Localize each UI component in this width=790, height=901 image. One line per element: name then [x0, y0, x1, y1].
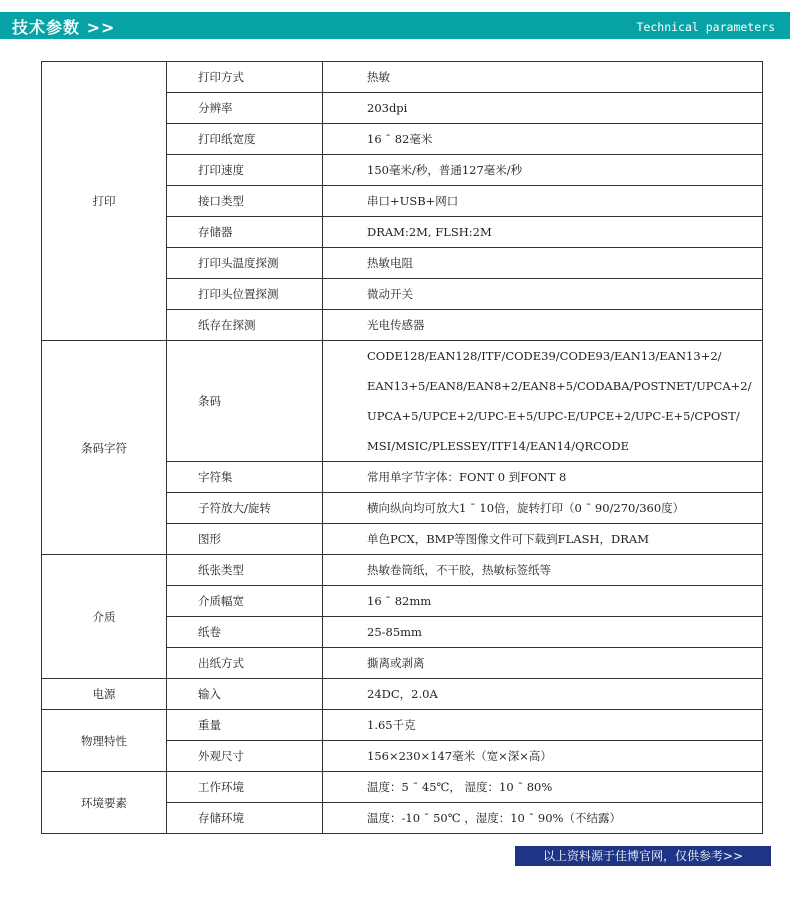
table-row	[42, 555, 763, 586]
item-cell: 工作环境	[167, 772, 323, 803]
value-line: DRAM:2M, FLSH:2M	[367, 225, 492, 239]
value-cell	[323, 341, 763, 462]
item-cell: 条码	[167, 341, 323, 462]
value-cell	[323, 741, 763, 772]
value-line: 热敏	[367, 70, 390, 84]
section-header	[0, 12, 790, 39]
item-cell: 字符集	[167, 462, 323, 493]
value-cell	[323, 803, 763, 834]
item-cell: 打印头位置探测	[167, 279, 323, 310]
category-cell: 电源	[42, 679, 167, 710]
value-line: 单色PCX，BMP等图像文件可下载到FLASH，DRAM	[367, 532, 649, 546]
table-row	[42, 710, 763, 741]
value-cell	[323, 648, 763, 679]
item-cell: 介质幅宽	[167, 586, 323, 617]
value-line: 24DC，2.0A	[367, 687, 438, 701]
category-cell: 介质	[42, 555, 167, 679]
value-line: MSI/MSIC/PLESSEY/ITF14/EAN14/QRCODE	[367, 439, 630, 453]
value-cell	[323, 524, 763, 555]
item-cell: 纸卷	[167, 617, 323, 648]
item-cell: 子符放大/旋转	[167, 493, 323, 524]
value-line: 串口+USB+网口	[367, 194, 459, 208]
value-line: 156×230×147毫米（宽×深×高）	[367, 749, 552, 763]
value-line: 撕离或剥离	[367, 656, 425, 670]
value-cell	[323, 679, 763, 710]
value-cell	[323, 493, 763, 524]
category-cell: 物理特性	[42, 710, 167, 772]
value-line: 1.65千克	[367, 718, 416, 732]
value-cell	[323, 279, 763, 310]
value-line: 16 ¯ 82毫米	[367, 132, 433, 146]
value-cell	[323, 186, 763, 217]
item-cell: 打印方式	[167, 62, 323, 93]
value-line: 温度：5 ¯ 45℃， 湿度：10 ¯ 80%	[367, 780, 553, 794]
item-cell: 存储环境	[167, 803, 323, 834]
table-row	[42, 341, 763, 462]
item-cell: 打印速度	[167, 155, 323, 186]
value-cell	[323, 124, 763, 155]
item-cell: 纸存在探测	[167, 310, 323, 341]
item-cell: 接口类型	[167, 186, 323, 217]
category-cell: 环境要素	[42, 772, 167, 834]
value-line: 横向纵向均可放大1 ¯ 10倍，旋转打印（0 ¯ 90/270/360度）	[367, 501, 685, 515]
value-cell	[323, 310, 763, 341]
section-title: 技术参数 >>	[12, 18, 116, 37]
value-line: 常用单字节字体：FONT 0 到FONT 8	[367, 470, 567, 484]
item-cell: 打印纸宽度	[167, 124, 323, 155]
table-row	[42, 772, 763, 803]
value-cell	[323, 617, 763, 648]
spec-table	[41, 61, 763, 834]
value-line: EAN13+5/EAN8/EAN8+2/EAN8+5/CODABA/POSTNET/UPCA+2/	[367, 379, 752, 393]
value-line: 微动开关	[367, 287, 413, 301]
value-line: 25-85mm	[367, 625, 422, 639]
source-note[interactable]: 以上资料源于佳博官网，仅供参考>>	[515, 846, 771, 866]
table-row	[42, 62, 763, 93]
value-cell	[323, 155, 763, 186]
item-cell: 存储器	[167, 217, 323, 248]
value-line: 热敏卷筒纸，不干胶，热敏标签纸等	[367, 563, 551, 577]
value-line: 16 ¯ 82mm	[367, 594, 432, 608]
value-line: 温度：-10 ¯ 50℃ ，湿度：10 ¯ 90%（不结露）	[367, 811, 621, 825]
item-cell: 输入	[167, 679, 323, 710]
value-cell	[323, 248, 763, 279]
value-cell	[323, 217, 763, 248]
value-line: UPCA+5/UPCE+2/UPC-E+5/UPC-E/UPCE+2/UPC-E+5/CPOST/	[367, 409, 740, 423]
value-line: 光电传感器	[367, 318, 425, 332]
value-cell	[323, 710, 763, 741]
value-cell	[323, 586, 763, 617]
value-cell	[323, 462, 763, 493]
value-line: 热敏电阻	[367, 256, 413, 270]
item-cell: 图形	[167, 524, 323, 555]
item-cell: 出纸方式	[167, 648, 323, 679]
item-cell: 分辨率	[167, 93, 323, 124]
item-cell: 外观尺寸	[167, 741, 323, 772]
section-subtitle: Technical parameters	[636, 20, 775, 34]
item-cell: 纸张类型	[167, 555, 323, 586]
value-line: CODE128/EAN128/ITF/CODE39/CODE93/EAN13/EAN13+2/	[367, 349, 722, 363]
item-cell: 重量	[167, 710, 323, 741]
table-row	[42, 679, 763, 710]
value-cell	[323, 772, 763, 803]
value-line: 203dpi	[367, 101, 408, 115]
item-cell: 打印头温度探测	[167, 248, 323, 279]
value-cell	[323, 93, 763, 124]
category-cell: 打印	[42, 62, 167, 341]
value-line: 150毫米/秒，普通127毫米/秒	[367, 163, 523, 177]
value-cell	[323, 62, 763, 93]
category-cell: 条码字符	[42, 341, 167, 555]
value-cell	[323, 555, 763, 586]
